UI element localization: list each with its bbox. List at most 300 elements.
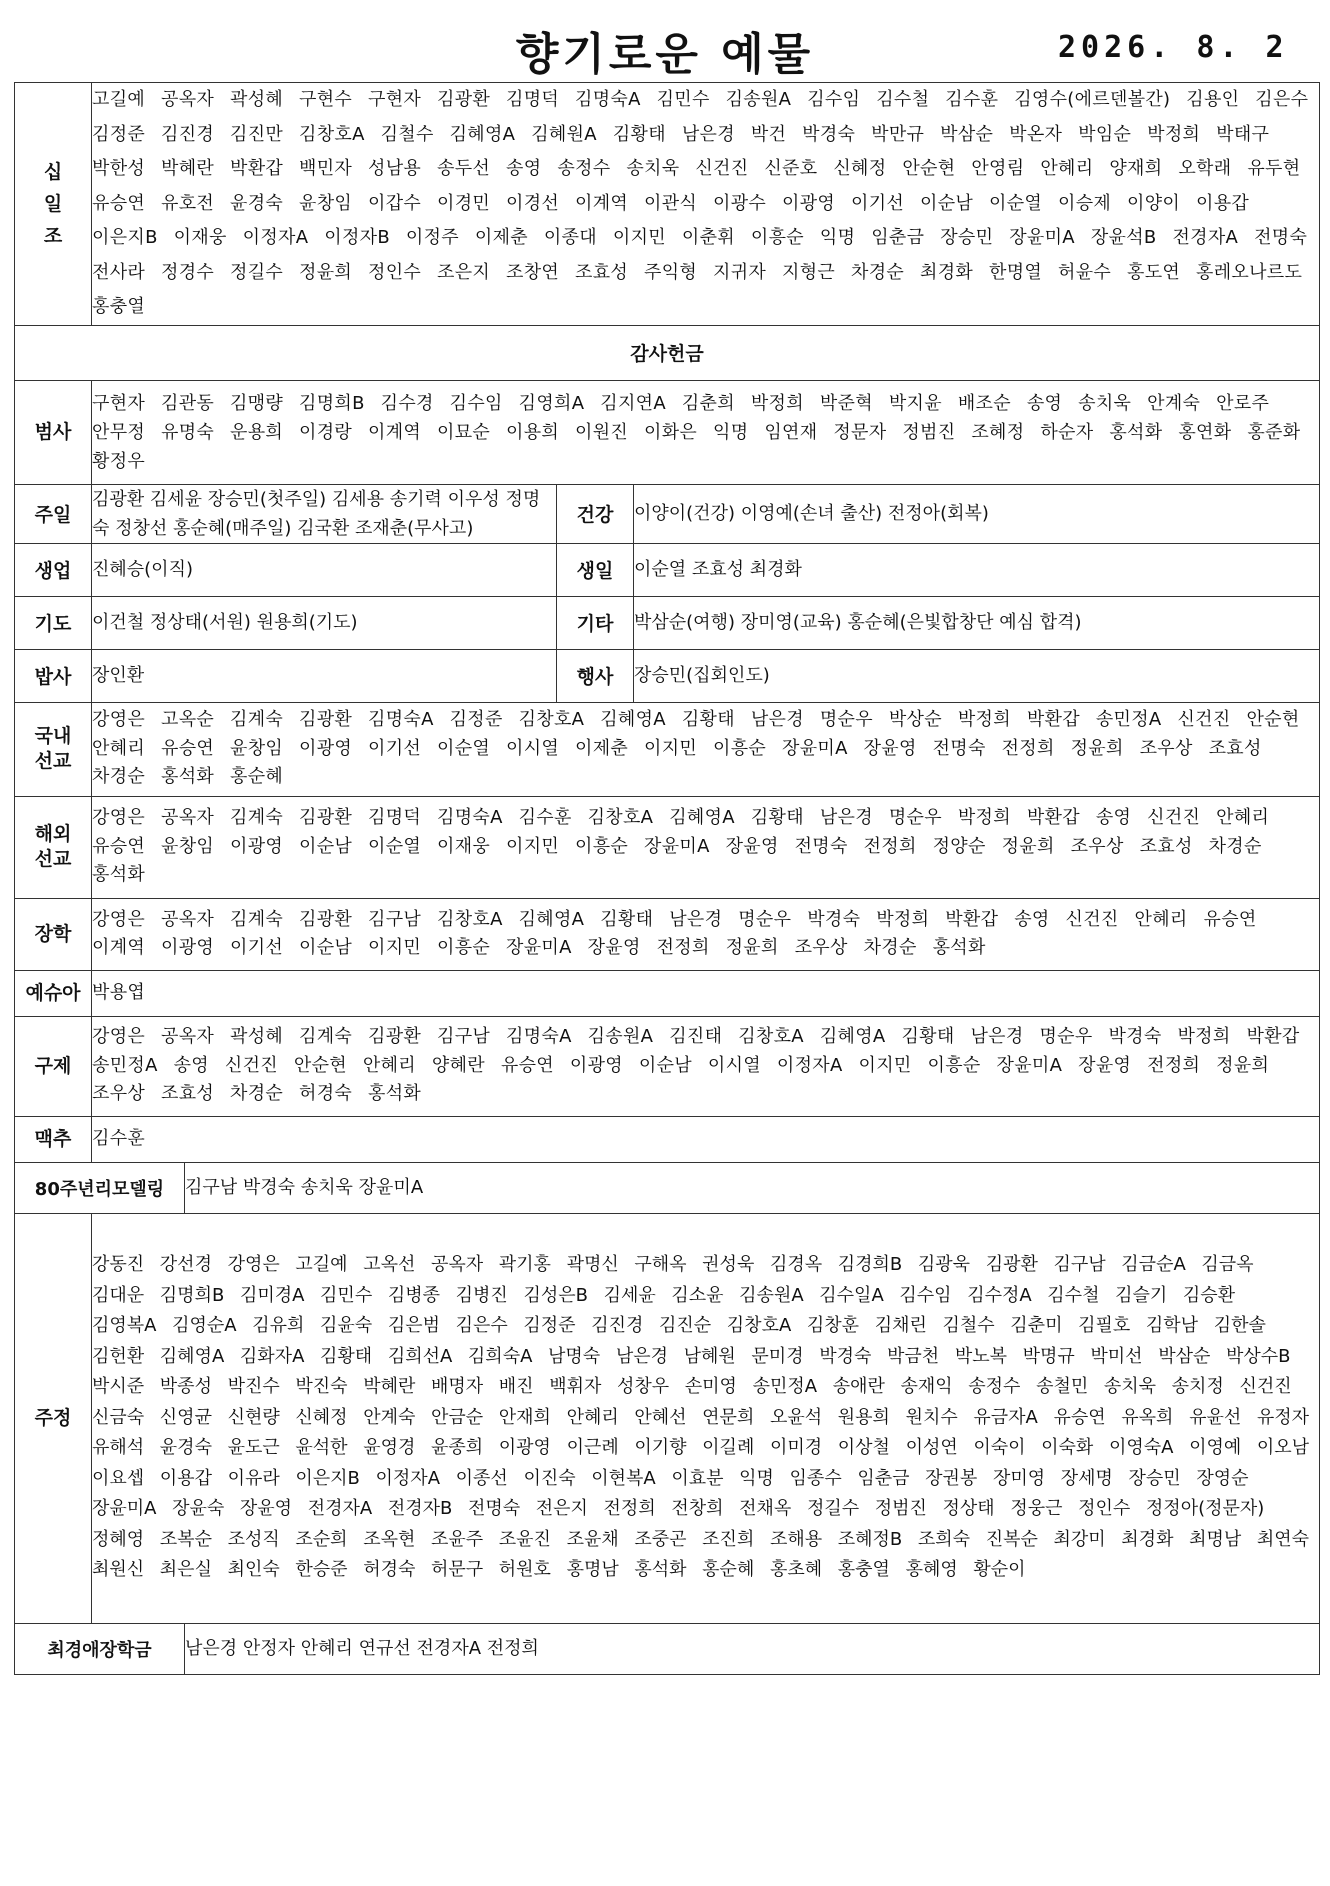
name-item: 이지민 (858, 1054, 912, 1076)
name-item: 장윤미A (92, 1498, 157, 1520)
label-scholarship: 장학 (15, 898, 92, 970)
name-item: 윤창임 (161, 835, 215, 857)
name-item: 김윤숙 (320, 1315, 373, 1337)
name-item: 오학래 (1178, 158, 1232, 179)
name-item: 김진경 (161, 123, 215, 145)
name-item: 전경자B (387, 1498, 453, 1520)
name-item: 성남용 (368, 158, 422, 179)
name-item: 송영 (1014, 908, 1050, 930)
name-item: 박상수B (1226, 1345, 1291, 1367)
name-item: 박종성 (159, 1376, 212, 1398)
name-item: 김수정A (967, 1284, 1032, 1306)
name-item: 신혜정 (295, 1406, 348, 1428)
name-item: 이경랑 (299, 421, 353, 443)
name-item: 장윤영 (587, 937, 641, 958)
name-item: 홍석화 (92, 864, 146, 886)
name-item: 구해옥 (634, 1254, 687, 1276)
name-item: 유두현 (1247, 158, 1301, 179)
name-item: 이시열 (506, 737, 560, 759)
name-item: 최경화 (920, 261, 974, 283)
text-health: 이양이(건강) 이영예(손녀 출산) 전정아(회복) (634, 503, 989, 524)
row-scholarship (15, 898, 1320, 970)
name-item: 홍도연 (1127, 261, 1181, 283)
name-item: 이요셉 (92, 1467, 145, 1489)
name-item: 이정자A (242, 227, 309, 248)
name-item: 허문구 (430, 1559, 484, 1581)
name-item: 김경옥 (769, 1254, 823, 1276)
name-item: 이지민 (368, 937, 422, 958)
name-item: 조혜정 (971, 421, 1025, 443)
name-item: 김광환 (299, 709, 353, 731)
text-maekchu: 김수훈 (92, 1116, 1320, 1162)
name-item: 정길수 (806, 1498, 860, 1520)
name-item: 홍준화 (1247, 421, 1301, 443)
name-item: 한승준 (295, 1559, 348, 1581)
name-item: 조은지 (437, 261, 491, 283)
name-item: 김대운 (92, 1284, 145, 1306)
name-item: 장미영 (992, 1467, 1046, 1489)
name-item: 안무정 (92, 421, 146, 443)
name-item: 김명덕 (506, 89, 560, 110)
name-item: 김희숙A (467, 1345, 533, 1367)
name-item: 황순이 (973, 1559, 1026, 1581)
label-etc: 기타 (557, 597, 634, 649)
name-item: 김슬기 (1115, 1284, 1168, 1306)
name-item: 강영은 (92, 807, 146, 829)
name-item: 유금자A (973, 1406, 1038, 1428)
name-item: 조우상 (92, 1083, 146, 1105)
name-item: 고길예 (295, 1254, 348, 1276)
name-item: 이제춘 (575, 737, 629, 759)
name-item: 강영은 (92, 908, 146, 930)
text-juil: 김광환 김세윤 장승민(첫주일) 김세용 송기력 이우성 정명숙 정창선 홍순혜(매주일) 김국환 조재춘(무사고) (92, 488, 541, 539)
name-item: 김필호 (1078, 1315, 1131, 1337)
name-item: 장승민 (1128, 1467, 1181, 1489)
name-item: 김명숙A (506, 1026, 572, 1048)
name-item: 김창호A (437, 908, 503, 930)
name-item: 전정희 (863, 835, 917, 857)
name-item: 정문자 (833, 421, 887, 443)
name-item: 백민자 (299, 158, 353, 179)
name-item: 김영복A (92, 1315, 157, 1337)
name-item: 명순우 (819, 709, 873, 731)
name-item: 양재희 (1109, 158, 1163, 179)
name-item: 윤창임 (230, 737, 284, 759)
name-item: 박태구 (1216, 123, 1270, 145)
name-item: 허경숙 (299, 1083, 353, 1105)
name-item: 송민정A (752, 1376, 818, 1398)
name-item: 강동진 (92, 1254, 145, 1276)
name-item: 박환갑 (1026, 807, 1080, 829)
name-item: 전경자A (307, 1498, 373, 1520)
name-item: 윤석한 (295, 1437, 348, 1459)
name-item: 신현량 (227, 1406, 280, 1428)
name-item: 유옥희 (1121, 1406, 1174, 1428)
name-item: 김경희B (837, 1254, 903, 1276)
name-item: 전정희 (656, 937, 710, 958)
name-item: 김수철 (876, 89, 930, 110)
name-item: 공옥자 (161, 1026, 215, 1048)
name-item: 김소윤 (671, 1284, 724, 1306)
name-item: 강영은 (227, 1254, 280, 1276)
name-item: 박정희 (750, 392, 804, 414)
name-item: 명순우 (1039, 1026, 1093, 1048)
name-item: 최인숙 (227, 1559, 280, 1581)
name-item: 김수임 (807, 89, 861, 110)
name-item: 김영희A (518, 392, 585, 414)
name-item: 문미경 (751, 1345, 804, 1367)
name-item: 김진만 (230, 123, 284, 145)
name-item: 장세명 (1060, 1467, 1113, 1489)
name-item: 홍충열 (92, 296, 146, 317)
name-item: 김혜영A (669, 807, 735, 829)
name-item: 김희선A (387, 1345, 453, 1367)
name-item: 원용희 (837, 1406, 890, 1428)
name-item: 홍순혜 (230, 766, 284, 788)
name-item: 유승연 (92, 192, 146, 214)
name-item: 공옥자 (161, 807, 215, 829)
row-choi-scholar (15, 1623, 1320, 1674)
text-prayer: 이건철 정상태(서원) 원용희(기도) (92, 612, 358, 633)
name-item: 이길례 (702, 1437, 755, 1459)
name-item: 윤경숙 (230, 192, 284, 214)
name-item: 홍석화 (161, 766, 215, 788)
name-item: 이흥순 (713, 737, 767, 759)
name-item: 원치수 (905, 1406, 958, 1428)
name-item: 고옥선 (363, 1254, 416, 1276)
name-item: 김은범 (387, 1315, 440, 1337)
name-item: 윤종희 (430, 1437, 484, 1459)
name-item: 박한성 (92, 158, 146, 179)
name-item: 이은지B (295, 1467, 360, 1489)
name-item: 조우상 (1139, 737, 1193, 759)
name-item: 홍석화 (932, 937, 986, 958)
name-item: 김명숙A (368, 709, 434, 731)
pair-cell-0 (15, 484, 1320, 543)
name-item: 신건진 (224, 1054, 278, 1076)
name-item: 김병진 (455, 1284, 508, 1306)
pair-cell-2 (15, 596, 1320, 649)
name-item: 박건 (750, 123, 787, 145)
name-item: 김명희B (299, 392, 365, 414)
name-item: 김창호A (299, 123, 365, 145)
names-beomsa (92, 380, 1320, 484)
name-item: 연문희 (702, 1406, 755, 1428)
name-item: 임춘금 (871, 227, 925, 248)
row-overseas (15, 796, 1320, 898)
name-item: 이기선 (851, 192, 905, 214)
name-item: 박정희 (1147, 123, 1201, 145)
name-item: 신금숙 (92, 1406, 145, 1428)
name-item: 김구남 (368, 908, 422, 930)
row-pair-0 (15, 484, 1320, 543)
name-item: 명순우 (738, 908, 792, 930)
name-item: 이순남 (638, 1054, 692, 1076)
name-item: 김용인 (1186, 89, 1240, 110)
name-item: 박환갑 (1026, 709, 1080, 731)
name-item: 박진수 (227, 1376, 280, 1398)
label-prayer: 기도 (15, 597, 92, 649)
name-item: 이경민 (437, 192, 491, 214)
name-item: 김황태 (681, 709, 735, 731)
name-item: 유해석 (92, 1437, 145, 1459)
name-item: 이광수 (713, 192, 767, 214)
row-beomsa (15, 380, 1320, 484)
text-yesua: 박용엽 (92, 970, 1320, 1016)
name-item: 박정희 (876, 908, 930, 930)
name-item: 윤창임 (299, 192, 353, 214)
name-item: 조윤채 (566, 1528, 619, 1550)
label-birthday: 생일 (557, 544, 634, 596)
name-item: 이정자A (776, 1054, 843, 1076)
name-item: 장권봉 (925, 1467, 978, 1489)
name-item: 구현자 (368, 89, 422, 110)
name-item: 전정희 (1147, 1054, 1201, 1076)
name-item: 차경순 (230, 1083, 284, 1105)
name-item: 장윤미A (782, 737, 848, 759)
name-item: 이관식 (644, 192, 698, 214)
name-item: 송정수 (557, 158, 611, 179)
name-item: 김관동 (161, 392, 215, 414)
name-item: 안금순 (430, 1406, 484, 1428)
name-item: 이기향 (634, 1437, 687, 1459)
name-item: 조희숙 (917, 1528, 971, 1550)
name-item: 안혜리 (362, 1054, 416, 1076)
name-item: 김병종 (387, 1284, 441, 1306)
name-item: 윤영경 (363, 1437, 416, 1459)
name-item: 이흥순 (750, 227, 804, 248)
name-item: 김명숙A (575, 89, 641, 110)
name-item: 신건진 (695, 158, 749, 179)
name-item: 박삼순 (940, 123, 994, 145)
name-item: 정범진 (902, 421, 956, 443)
name-item: 김황태 (750, 807, 804, 829)
name-item: 강영은 (92, 1026, 146, 1048)
name-item: 안혜리 (1040, 158, 1094, 179)
name-item: 이흥순 (437, 937, 491, 958)
name-item: 김맹량 (230, 392, 284, 414)
name-item: 곽기홍 (498, 1254, 551, 1276)
name-item: 전경자A (1172, 227, 1239, 248)
text-event: 장승민(집회인도) (634, 665, 770, 686)
name-item: 지귀자 (713, 261, 767, 283)
label-overseas-text: 해외 선교 (34, 823, 72, 870)
name-item: 송재익 (900, 1376, 953, 1398)
name-item: 김광욱 (917, 1254, 971, 1276)
name-item: 이화은 (644, 421, 698, 443)
label-juchung: 주정 (15, 1213, 92, 1623)
name-item: 김승환 (1182, 1284, 1236, 1306)
name-item: 조진희 (702, 1528, 755, 1550)
name-item: 홍순혜 (702, 1559, 755, 1581)
name-item: 정웅근 (1010, 1498, 1063, 1520)
name-item: 김학남 (1145, 1315, 1199, 1337)
label-overseas (15, 796, 92, 898)
name-item: 김창호A (518, 709, 585, 731)
name-item: 장영순 (1196, 1467, 1249, 1489)
name-item: 이경선 (506, 192, 560, 214)
name-item: 김혜영A (159, 1345, 225, 1367)
row-domestic (15, 702, 1320, 796)
label-event: 행사 (557, 650, 634, 702)
name-item: 홍충열 (837, 1559, 890, 1581)
name-item: 김황태 (612, 123, 666, 145)
name-item: 김금순A (1121, 1254, 1186, 1276)
name-item: 최은실 (159, 1559, 212, 1581)
name-item: 홍연화 (1178, 421, 1232, 443)
name-item: 정인수 (368, 261, 422, 283)
names-scholarship (92, 898, 1320, 970)
name-item: 이순열 (989, 192, 1043, 214)
name-item: 이효분 (671, 1467, 724, 1489)
name-item: 조복순 (159, 1528, 212, 1550)
name-item: 전명숙 (467, 1498, 521, 1520)
name-item: 유정자 (1256, 1406, 1310, 1428)
name-item: 윤도근 (227, 1437, 280, 1459)
name-item: 김광환 (299, 908, 353, 930)
name-item: 조우상 (1070, 835, 1124, 857)
name-item: 박혜란 (363, 1376, 416, 1398)
name-item: 남명숙 (548, 1345, 601, 1367)
name-item: 송민정A (1095, 709, 1162, 731)
name-item: 김혜영A (518, 908, 585, 930)
label-yesua: 예슈아 (15, 970, 92, 1016)
name-item: 김황태 (600, 908, 654, 930)
names-relief (92, 1016, 1320, 1116)
name-item: 송치욱 (1078, 392, 1132, 414)
name-item: 김진경 (591, 1315, 644, 1337)
name-item: 김수경 (380, 392, 434, 414)
name-item: 박노복 (954, 1345, 1007, 1367)
name-item: 장승민 (940, 227, 994, 248)
name-item: 전명숙 (1254, 227, 1308, 248)
name-item: 김금옥 (1201, 1254, 1254, 1276)
name-item: 이은지B (92, 227, 158, 248)
name-item: 이숙화 (1041, 1437, 1094, 1459)
name-item: 박진숙 (295, 1376, 348, 1398)
name-item: 김수철 (1047, 1284, 1100, 1306)
name-item: 익명 (739, 1467, 774, 1489)
name-item: 조옥현 (363, 1528, 416, 1550)
name-item: 유호전 (161, 192, 215, 214)
text-bapsa: 장인환 (92, 665, 145, 686)
name-item: 홍레오나르도 (1196, 261, 1303, 283)
name-item: 전정희 (1001, 737, 1055, 759)
name-item: 김춘미 (1010, 1315, 1063, 1337)
name-item: 김은수 (455, 1315, 508, 1337)
names-overseas (92, 796, 1320, 898)
name-item: 임연재 (764, 421, 818, 443)
name-item: 신건진 (1147, 807, 1201, 829)
name-item: 안순현 (293, 1054, 347, 1076)
name-item: 박정희 (957, 709, 1011, 731)
name-item: 이오남 (1256, 1437, 1310, 1459)
name-item: 김정준 (92, 123, 146, 145)
name-item: 신건진 (1239, 1376, 1292, 1398)
name-item: 안순현 (902, 158, 956, 179)
name-item: 이순남 (299, 835, 353, 857)
name-item: 익명 (713, 421, 749, 443)
name-item: 신혜정 (833, 158, 887, 179)
name-item: 장윤영 (1078, 1054, 1132, 1076)
name-item: 신건진 (1177, 709, 1231, 731)
name-item: 남은경 (615, 1345, 668, 1367)
name-item: 김창호A (738, 1026, 804, 1048)
name-item: 김계숙 (230, 908, 284, 930)
name-item: 이지민 (644, 737, 698, 759)
name-item: 남은경 (750, 709, 804, 731)
name-item: 고길예 (92, 89, 146, 110)
name-item: 이흥순 (927, 1054, 981, 1076)
name-item: 김채린 (874, 1315, 927, 1337)
name-item: 지형근 (782, 261, 836, 283)
name-item: 김정준 (449, 709, 503, 731)
name-item: 송치욱 (626, 158, 680, 179)
name-item: 정상태 (942, 1498, 995, 1520)
name-item: 이지민 (612, 227, 666, 248)
name-item: 공옥자 (161, 908, 215, 930)
name-item: 김영수(에르덴볼간) (1014, 89, 1171, 110)
name-item: 익명 (819, 227, 856, 248)
name-item: 장윤미A (1009, 227, 1075, 248)
name-item: 이승제 (1058, 192, 1112, 214)
name-item: 남은경 (681, 123, 735, 145)
name-item: 박시준 (92, 1376, 145, 1398)
name-item: 안혜리 (92, 737, 146, 759)
name-item: 남은경 (819, 807, 873, 829)
name-item: 박상순 (888, 709, 942, 731)
name-item: 김춘희 (681, 392, 735, 414)
pair-cell-3 (15, 649, 1320, 702)
name-item: 송철민 (1036, 1376, 1089, 1398)
name-item: 신건진 (1065, 908, 1119, 930)
name-item: 양혜란 (431, 1054, 485, 1076)
name-item: 김황태 (320, 1345, 373, 1367)
name-item: 송영 (173, 1054, 209, 1076)
row-sibiljo (15, 83, 1320, 326)
row-juchung (15, 1213, 1320, 1623)
name-item: 이지민 (506, 835, 560, 857)
name-item: 김지연A (600, 392, 666, 414)
name-item: 김수훈 (518, 807, 572, 829)
row-gamsa-header (15, 325, 1320, 380)
name-item: 이정주 (405, 227, 459, 248)
name-item: 이갑수 (368, 192, 422, 214)
name-item: 정정아(정문자) (1145, 1498, 1265, 1520)
name-item: 김성은B (523, 1284, 588, 1306)
name-item: 유명숙 (161, 421, 215, 443)
name-item: 정윤희 (299, 261, 353, 283)
name-item: 안혜선 (634, 1406, 687, 1428)
name-item: 송영 (506, 158, 542, 179)
label-sibiljo (15, 83, 92, 326)
name-item: 김구남 (1053, 1254, 1106, 1276)
name-item: 최연숙 (1256, 1528, 1310, 1550)
name-item: 김민수 (656, 89, 710, 110)
name-item: 김수임 (899, 1284, 952, 1306)
name-item: 조혜정B (837, 1528, 903, 1550)
name-item: 조성직 (227, 1528, 280, 1550)
name-item: 김수일A (819, 1284, 884, 1306)
name-item: 이광영 (498, 1437, 551, 1459)
name-item: 김광환 (985, 1254, 1038, 1276)
name-item: 김명숙A (437, 807, 503, 829)
name-item: 김명덕 (368, 807, 422, 829)
name-item: 김광환 (299, 807, 353, 829)
section-gamsa-title: 감사헌금 (15, 325, 1320, 380)
name-item: 이순남 (920, 192, 974, 214)
name-item: 주익형 (644, 261, 698, 283)
